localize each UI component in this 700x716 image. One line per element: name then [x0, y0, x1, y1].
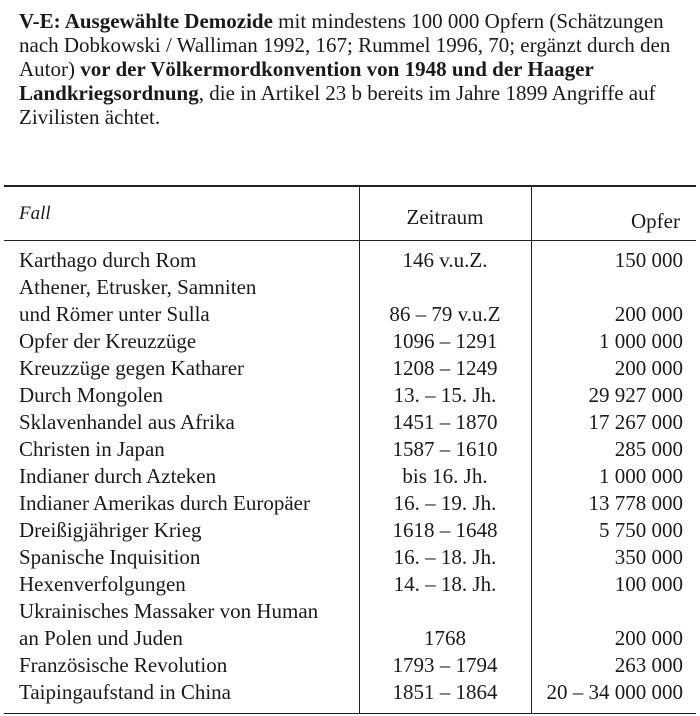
table-row — [0, 625, 700, 652]
cell-opfer: 29 927 000 — [588, 383, 683, 407]
table-row — [0, 301, 700, 328]
cell-zeitraum: 1618 – 1648 — [392, 518, 498, 542]
cell-fall: Spanische Inquisition — [19, 545, 201, 569]
table-row — [0, 571, 700, 598]
cell-fall: und Römer unter Sulla — [19, 302, 210, 326]
table-caption — [19, 9, 689, 129]
table-row — [0, 463, 700, 490]
cell-zeitraum: 13. – 15. Jh. — [393, 383, 497, 407]
table-row — [0, 382, 700, 409]
cell-opfer: 200 000 — [614, 626, 683, 650]
cell-opfer: 263 000 — [614, 653, 683, 677]
table-row — [0, 490, 700, 517]
cell-zeitraum: 16. – 19. Jh. — [393, 491, 497, 515]
cell-opfer: 150 000 — [614, 248, 683, 272]
cell-fall: an Polen und Juden — [19, 626, 183, 650]
cell-zeitraum: 14. – 18. Jh. — [393, 572, 497, 596]
cell-fall: Christen in Japan — [19, 437, 165, 461]
cell-zeitraum: 1768 — [424, 626, 466, 650]
cell-fall: Karthago durch Rom — [19, 248, 197, 272]
caption-title: V-E: Ausgewählte Demozide — [19, 9, 273, 33]
cell-opfer: 350 000 — [614, 545, 683, 569]
table-row — [0, 544, 700, 571]
header-zeitraum: Zeitraum — [406, 205, 484, 229]
cell-opfer: 17 267 000 — [588, 410, 683, 434]
cell-zeitraum: 1096 – 1291 — [392, 329, 498, 353]
cell-fall: Opfer der Kreuzzüge — [19, 329, 197, 353]
cell-opfer: 285 000 — [614, 437, 683, 461]
cell-zeitraum: 1451 – 1870 — [392, 410, 498, 434]
cell-opfer: 13 778 000 — [588, 491, 683, 515]
table-row — [0, 274, 700, 301]
cell-zeitraum: 86 – 79 v.u.Z — [389, 302, 501, 326]
table-row — [0, 679, 700, 706]
cell-opfer: 100 000 — [614, 572, 683, 596]
cell-fall: Sklavenhandel aus Afrika — [19, 410, 235, 434]
caption-emphasis: vor der Völkermordkonvention von 1948 und der Haager Landkriegsordnung — [19, 57, 594, 105]
table-top-rule — [4, 185, 696, 187]
caption-text-2: , die in Artikel 23 b bereits im Jahre 1899 Angriffe auf Zivilisten ächtet. — [19, 81, 656, 129]
table-header-rule — [4, 240, 696, 241]
cell-fall: Indianer durch Azteken — [19, 464, 217, 488]
table-row — [0, 247, 700, 274]
cell-opfer: 1 000 000 — [599, 329, 683, 353]
cell-zeitraum: 1208 – 1249 — [392, 356, 498, 380]
cell-fall: Ukrainisches Massaker von Human — [19, 599, 319, 623]
table-row — [0, 355, 700, 382]
cell-zeitraum: bis 16. Jh. — [402, 464, 488, 488]
table-body — [0, 247, 700, 706]
table-row — [0, 328, 700, 355]
cell-zeitraum: 1793 – 1794 — [392, 653, 498, 677]
cell-zeitraum: 1587 – 1610 — [392, 437, 498, 461]
table-row — [0, 409, 700, 436]
header-fall: Fall — [19, 203, 51, 224]
caption-text-1: mit mindestens 100 000 Opfern (Schätzungen nach Dobkowski / Walliman 1992, 167; Rummel 1996, 70; ergänzt durch den Autor) — [19, 9, 671, 81]
table-row — [0, 436, 700, 463]
cell-opfer: 1 000 000 — [599, 464, 683, 488]
cell-fall: Kreuzzüge gegen Katharer — [19, 356, 245, 380]
cell-opfer: 200 000 — [614, 356, 683, 380]
cell-fall: Taipingaufstand in China — [19, 680, 231, 704]
table-row — [0, 517, 700, 544]
cell-zeitraum: 16. – 18. Jh. — [393, 545, 497, 569]
cell-zeitraum: 1851 – 1864 — [392, 680, 498, 704]
cell-fall: Athener, Etrusker, Samniten — [19, 275, 257, 299]
cell-fall: Hexenverfolgungen — [19, 572, 186, 596]
header-opfer: Opfer — [631, 209, 680, 233]
table-row — [0, 652, 700, 679]
cell-zeitraum: 146 v.u.Z. — [402, 248, 488, 272]
cell-fall: Indianer Amerikas durch Europäer — [19, 491, 310, 515]
cell-opfer: 5 750 000 — [599, 518, 683, 542]
table-bottom-rule — [4, 713, 696, 714]
cell-opfer: 20 – 34 000 000 — [546, 680, 683, 704]
cell-fall: Durch Mongolen — [19, 383, 164, 407]
cell-fall: Dreißigjähriger Krieg — [19, 518, 202, 542]
cell-fall: Französische Revolution — [19, 653, 228, 677]
table-row — [0, 598, 700, 625]
cell-opfer: 200 000 — [614, 302, 683, 326]
